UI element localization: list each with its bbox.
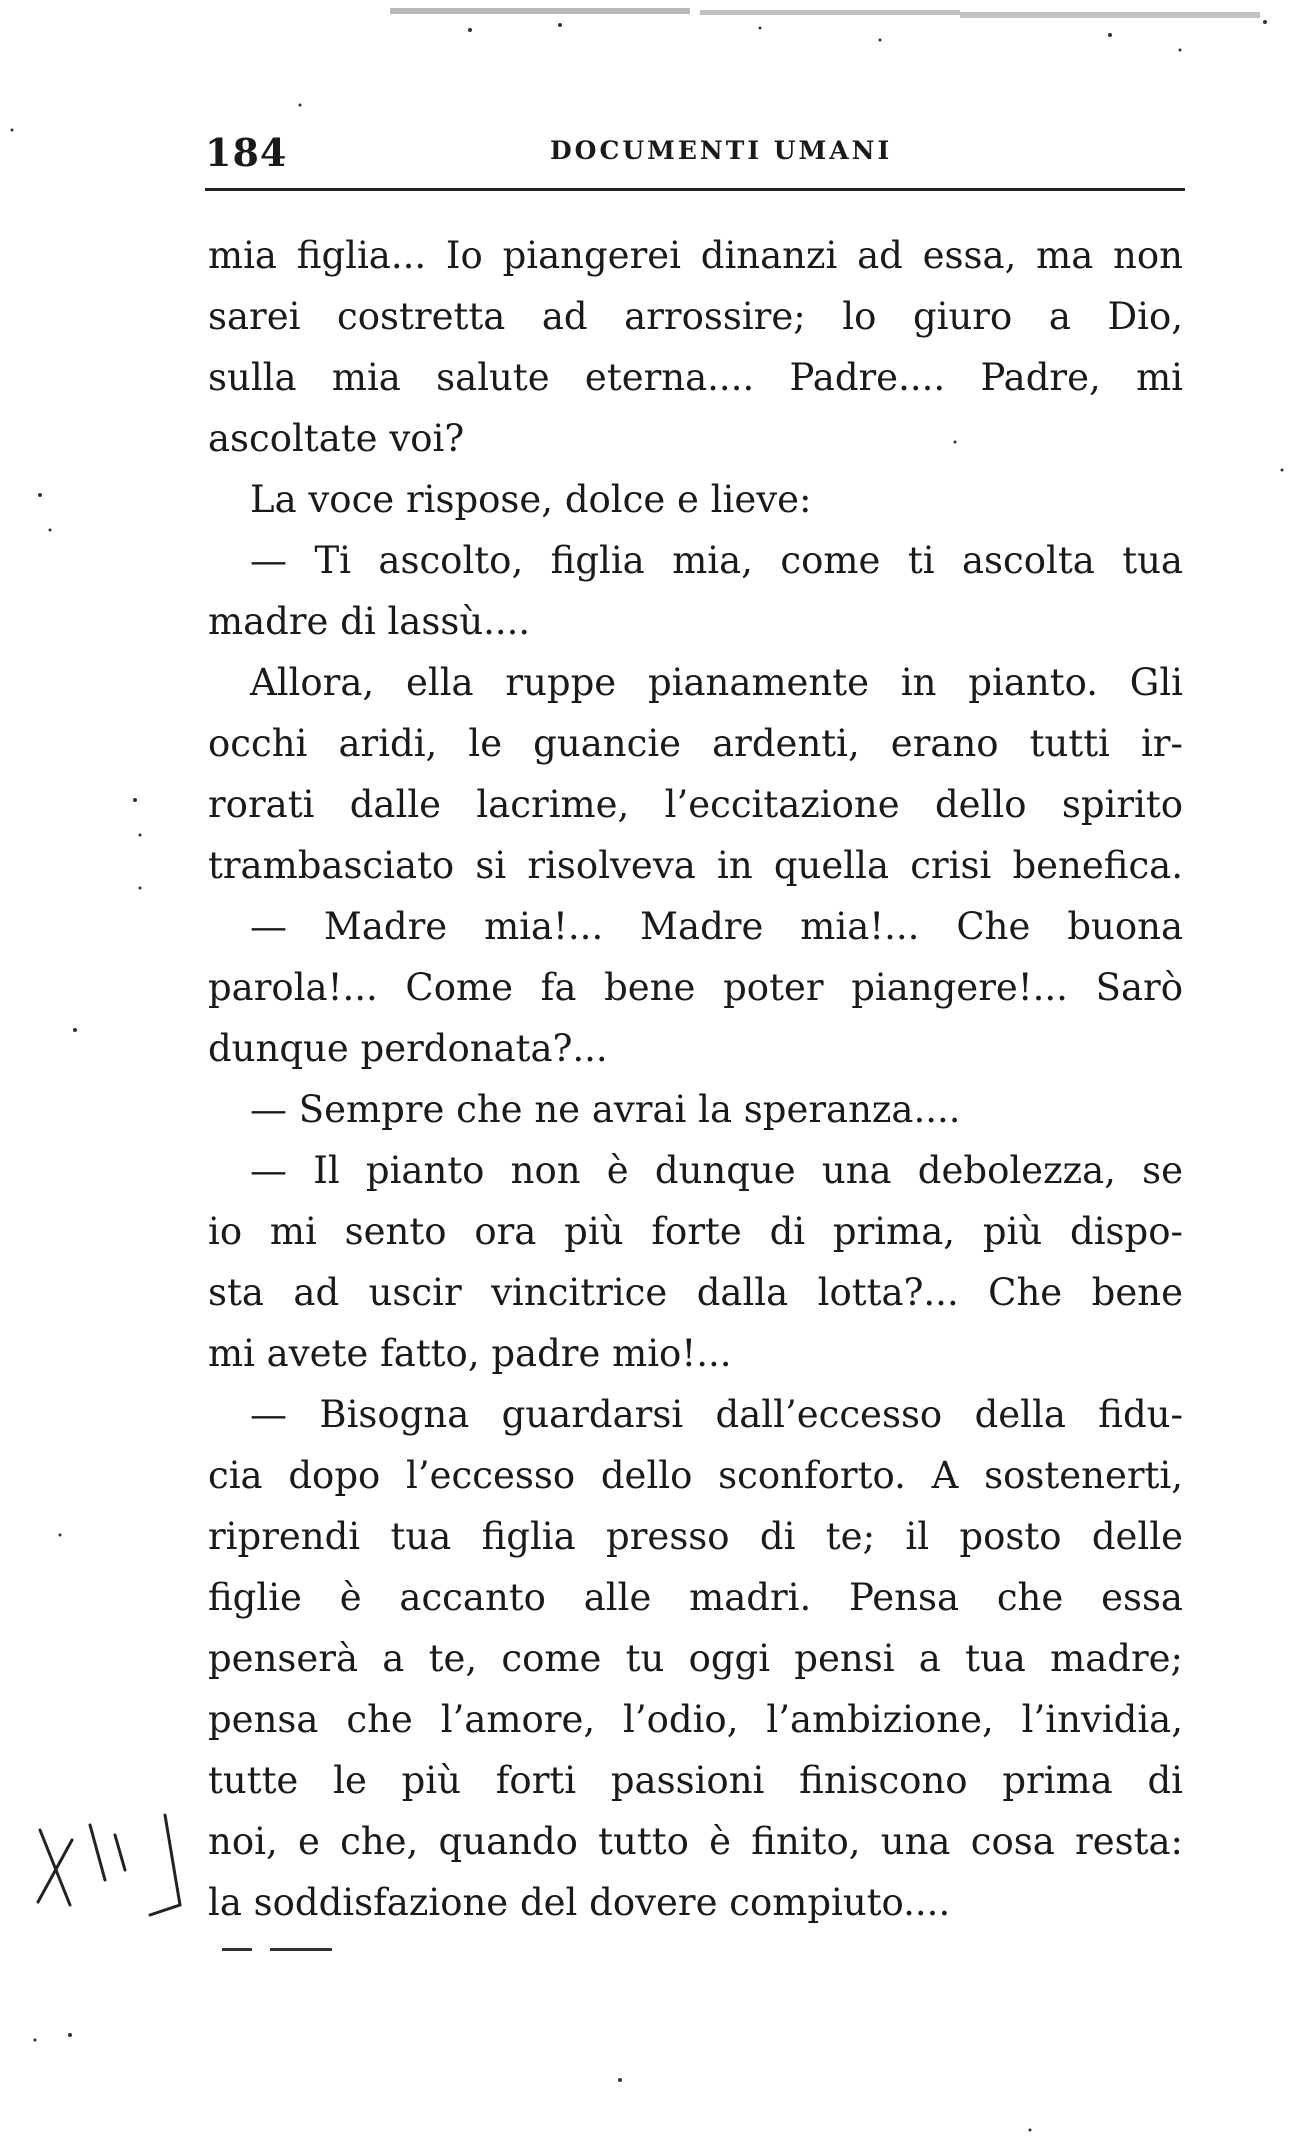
footer-dash <box>222 1948 332 1952</box>
text-line: madre di lassù.... <box>208 600 531 643</box>
text-line: mia figlia... Io piangerei dinanzi ad essa, ma non <box>208 234 1183 277</box>
text-line: penserà a te, come tu oggi pensi a tua madre; <box>208 1637 1183 1680</box>
text-line: trambasciato si risolveva in quella crisi benefica. <box>208 844 1183 887</box>
text-line: noi, e che, quando tutto è finito, una cosa resta: <box>208 1820 1183 1863</box>
text-line: sarei costretta ad arrossire; lo giuro a Dio, <box>208 295 1183 338</box>
text-line: dunque perdonata?... <box>208 1027 608 1070</box>
text-line: — Ti ascolto, figlia mia, come ti ascolta tua <box>250 539 1183 582</box>
text-line: io mi sento ora più forte di prima, più dispo- <box>208 1210 1183 1253</box>
text-line: sta ad uscir vincitrice dalla lotta?... Che bene <box>208 1271 1183 1314</box>
text-line: rorati dalle lacrime, l’eccitazione dello spirito <box>208 783 1183 826</box>
text-line: mi avete fatto, padre mio!... <box>208 1332 732 1375</box>
text-line: sulla mia salute eterna.... Padre.... Padre, mi <box>208 356 1183 399</box>
handwritten-mark <box>30 1810 200 1920</box>
page-header <box>205 120 1185 180</box>
text-line: cia dopo l’eccesso dello sconforto. A sostenerti, <box>208 1454 1183 1497</box>
page-number: 184 <box>205 130 288 175</box>
text-line: occhi aridi, le guancie ardenti, erano tutti ir- <box>208 722 1183 765</box>
text-line: Allora, ella ruppe pianamente in pianto. Gli <box>250 661 1183 704</box>
text-line: tutte le più forti passioni finiscono prima di <box>208 1759 1183 1802</box>
text-line: — Bisogna guardarsi dall’eccesso della fidu- <box>250 1393 1183 1436</box>
text-line: parola!... Come fa bene poter piangere!... Sarò <box>208 966 1183 1009</box>
text-line: La voce rispose, dolce e lieve: <box>250 478 812 521</box>
text-line: — Il pianto non è dunque una debolezza, se <box>250 1149 1183 1192</box>
text-line: — Madre mia!... Madre mia!... Che buona <box>250 905 1183 948</box>
running-title: DOCUMENTI UMANI <box>550 136 893 165</box>
text-line: pensa che l’amore, l’odio, l’ambizione, l’invidia, <box>208 1698 1183 1741</box>
text-line: figlie è accanto alle madri. Pensa che essa <box>208 1576 1183 1619</box>
header-rule <box>205 188 1185 191</box>
text-line: riprendi tua figlia presso di te; il posto delle <box>208 1515 1183 1558</box>
text-line: ascoltate voi? <box>208 417 465 460</box>
text-line: la soddisfazione del dovere compiuto.... <box>208 1881 951 1924</box>
body-text <box>208 225 1183 1933</box>
text-line: — Sempre che ne avrai la speranza.... <box>250 1088 961 1131</box>
